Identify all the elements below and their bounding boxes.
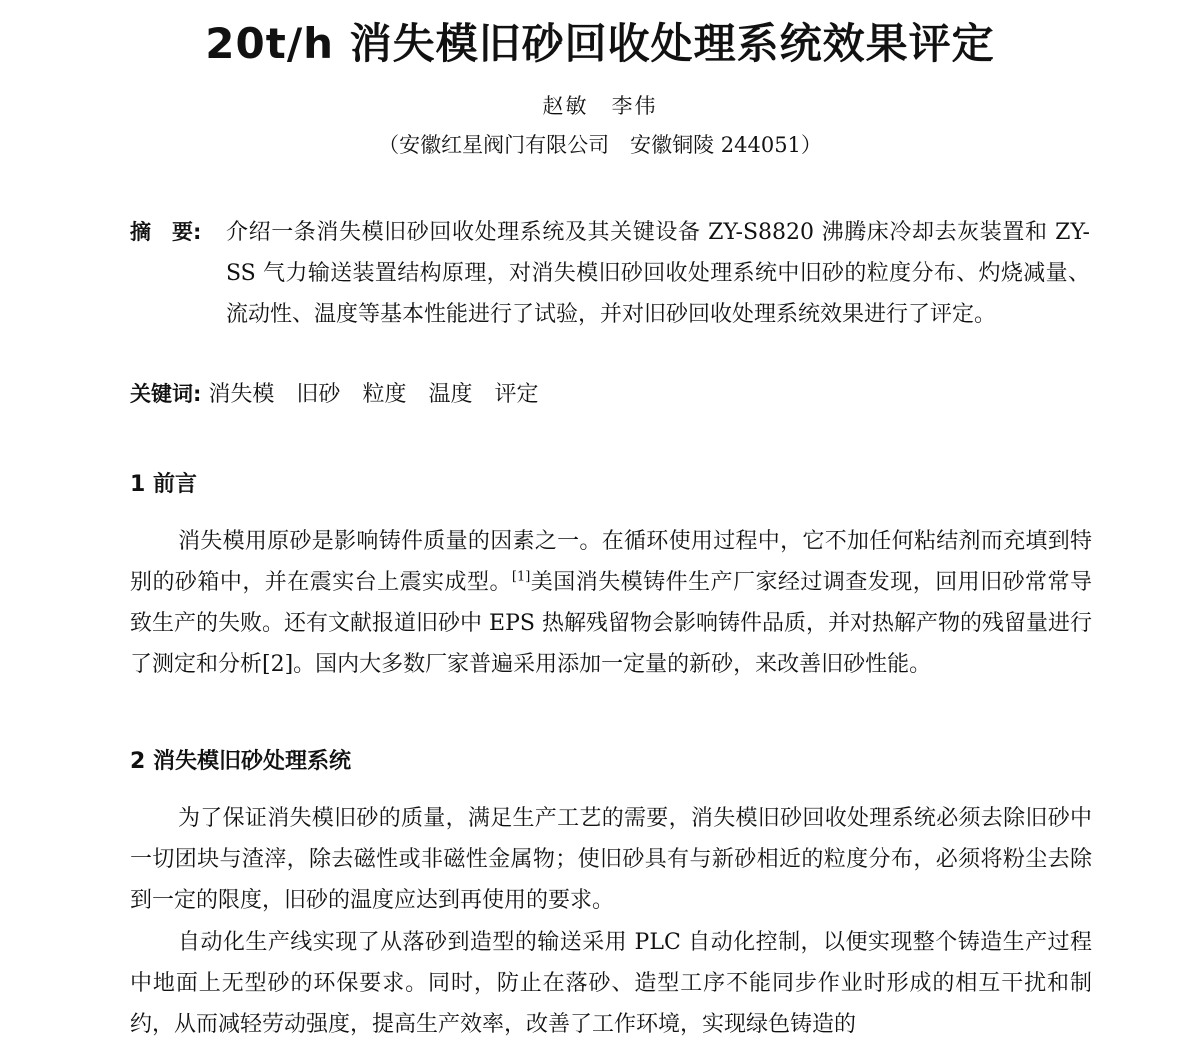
keyword: 旧砂 <box>296 382 341 407</box>
authors: 赵敏 李伟 <box>542 94 658 118</box>
affiliation: （安徽红星阀门有限公司 安徽铜陵 244051） <box>378 133 822 157</box>
keyword: 消失模 <box>208 382 275 407</box>
keyword: 粒度 <box>362 382 407 407</box>
system-paragraph-2: 自动化生产线实现了从落砂到造型的输送采用 PLC 自动化控制，以便实现整个铸造生产过程中地面上无型砂的环保要求。同时，防止在落砂、造型工序不能同步作业时形成的相互干扰和制约，从而减轻劳动强度，提高生产效率，改善了工作环境，实现绿色铸造的 <box>130 930 1092 1037</box>
keywords <box>130 376 1090 413</box>
keyword: 评定 <box>494 382 539 407</box>
paper-title: 20t/h 消失模旧砂回收处理系统效果评定 <box>205 19 995 68</box>
intro-paragraph <box>130 521 1092 685</box>
abstract <box>130 212 1090 335</box>
abstract-text: 介绍一条消失模旧砂回收处理系统及其关键设备 ZY-S8820 沸腾床冷却去灰装置和 ZY-SS 气力输送装置结构原理，对消失模旧砂回收处理系统中旧砂的粒度分布、灼烧减量、流动性、温度等基本性能进行了试验，并对旧砂回收处理系统效果进行了评定。 <box>226 220 1090 327</box>
paragraph-text: 消失模用原砂是影响铸件质量的因素之一。在循环使用过程中，它不加任何粘结剂而充填到特别的砂箱中，并在震实台上震实成型。 <box>130 529 1092 595</box>
section-heading-system: 2 消失模旧砂处理系统 <box>130 749 351 774</box>
section-heading-intro: 1 前言 <box>130 472 197 497</box>
abstract-label: 摘 要: <box>130 220 202 244</box>
system-paragraph-1: 为了保证消失模旧砂的质量，满足生产工艺的需要，消失模旧砂回收处理系统必须去除旧砂中一切团块与渣滓，除去磁性或非磁性金属物；使旧砂具有与新砂相近的粒度分布，必须将粉尘去除到一定的限度，旧砂的温度应达到再使用的要求。 <box>130 806 1092 913</box>
keywords-label: 关键词: <box>130 382 202 406</box>
keyword: 温度 <box>428 382 473 407</box>
paragraph-text: 美国消失模铸件生产厂家经过调查发现，回用旧砂常常导致生产的失败。还有文献报道旧砂中 EPS 热解残留物会影响铸件品质，并对热解产物的残留量进行了测定和分析[2]。国内大多数厂家普遍采用添加一定量的新砂，来改善旧砂性能。 <box>130 570 1092 677</box>
citation-ref: [1] <box>511 569 531 585</box>
